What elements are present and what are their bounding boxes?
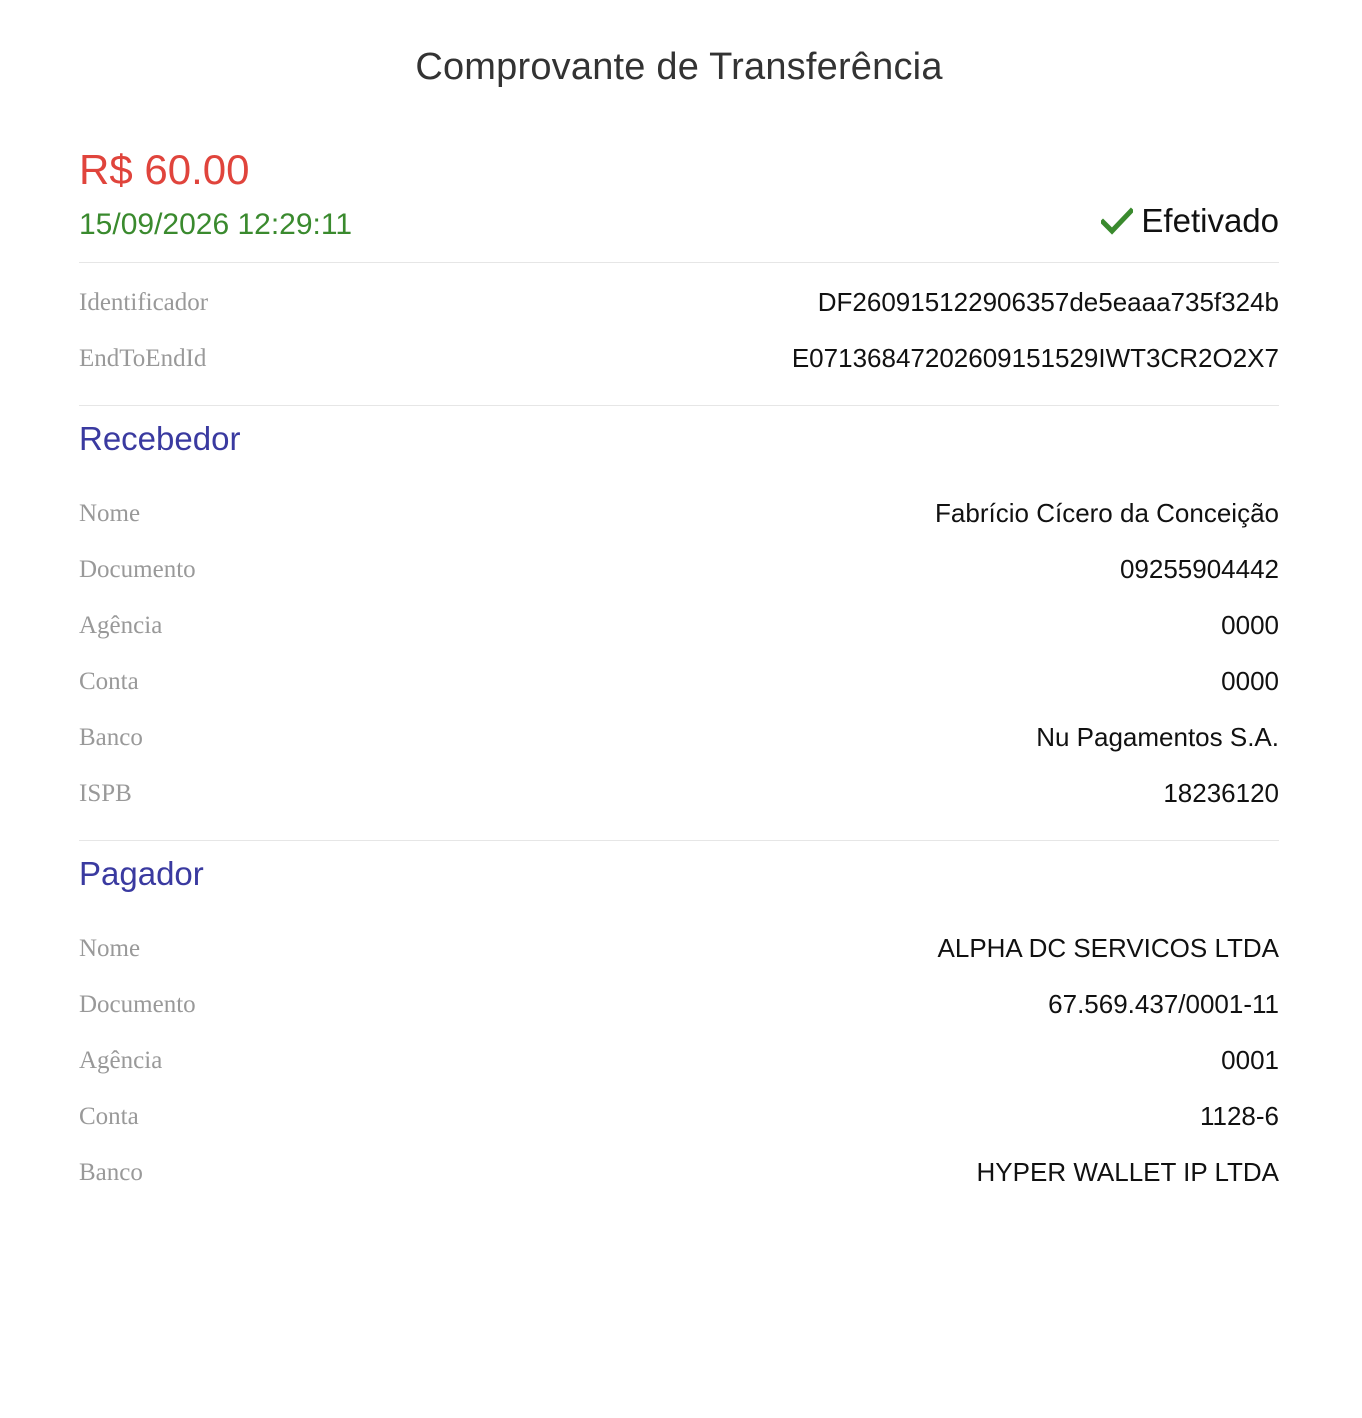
section-title-recebedor: Recebedor xyxy=(79,420,241,457)
transfer-datetime: 15/09/2026 12:29:11 xyxy=(79,208,353,241)
row-value: ALPHA DC SERVICOS LTDA xyxy=(937,933,1279,963)
divider xyxy=(79,405,1279,406)
row-value: 09255904442 xyxy=(1119,554,1279,584)
row-label: Documento xyxy=(79,556,196,583)
recebedor-row-agencia xyxy=(79,610,1279,650)
divider xyxy=(79,840,1279,841)
row-value: 0000 xyxy=(1221,666,1279,696)
row-label: Nome xyxy=(79,935,141,962)
row-label: Identificador xyxy=(79,289,209,316)
check-icon xyxy=(1101,207,1133,235)
row-value: Nu Pagamentos S.A. xyxy=(1036,722,1279,752)
pagador-row-banco xyxy=(79,1157,1279,1197)
pagador-row-agencia xyxy=(79,1045,1279,1085)
recebedor-row-ispb xyxy=(79,778,1279,818)
row-value: DF260915122906357de5eaaa735f324b xyxy=(817,287,1279,317)
recebedor-row-nome xyxy=(79,498,1279,538)
pagador-row-nome xyxy=(79,933,1279,973)
recebedor-row-banco xyxy=(79,722,1279,762)
row-label: Conta xyxy=(79,668,139,695)
divider xyxy=(79,262,1279,263)
transfer-amount: R$ 60.00 xyxy=(79,146,250,193)
row-value: HYPER WALLET IP LTDA xyxy=(976,1157,1279,1187)
row-value: 18236120 xyxy=(1163,778,1279,808)
row-value: 0001 xyxy=(1221,1045,1279,1075)
page-title: Comprovante de Transferência xyxy=(415,46,943,88)
row-value: E07136847202609151529IWT3CR2O2X7 xyxy=(791,343,1279,373)
info-row-endtoendid xyxy=(79,343,1279,383)
status-badge xyxy=(1101,202,1279,240)
section-title-pagador: Pagador xyxy=(79,855,204,892)
recebedor-row-conta xyxy=(79,666,1279,706)
row-label: Nome xyxy=(79,500,141,527)
pagador-row-documento xyxy=(79,989,1279,1029)
row-value: Fabrício Cícero da Conceição xyxy=(935,498,1279,528)
row-label: Agência xyxy=(79,1047,163,1074)
row-label: Banco xyxy=(79,724,143,751)
row-value: 67.569.437/0001-11 xyxy=(1048,989,1279,1019)
row-label: EndToEndId xyxy=(79,345,207,372)
row-label: Banco xyxy=(79,1159,143,1186)
pagador-row-conta xyxy=(79,1101,1279,1141)
row-value: 1128-6 xyxy=(1199,1101,1279,1131)
info-row-identificador xyxy=(79,287,1279,327)
row-label: Documento xyxy=(79,991,196,1018)
row-label: Agência xyxy=(79,612,163,639)
status-label: Efetivado xyxy=(1141,202,1279,239)
recebedor-row-documento xyxy=(79,554,1279,594)
row-label: ISPB xyxy=(79,780,132,807)
row-value: 0000 xyxy=(1221,610,1279,640)
row-label: Conta xyxy=(79,1103,139,1130)
